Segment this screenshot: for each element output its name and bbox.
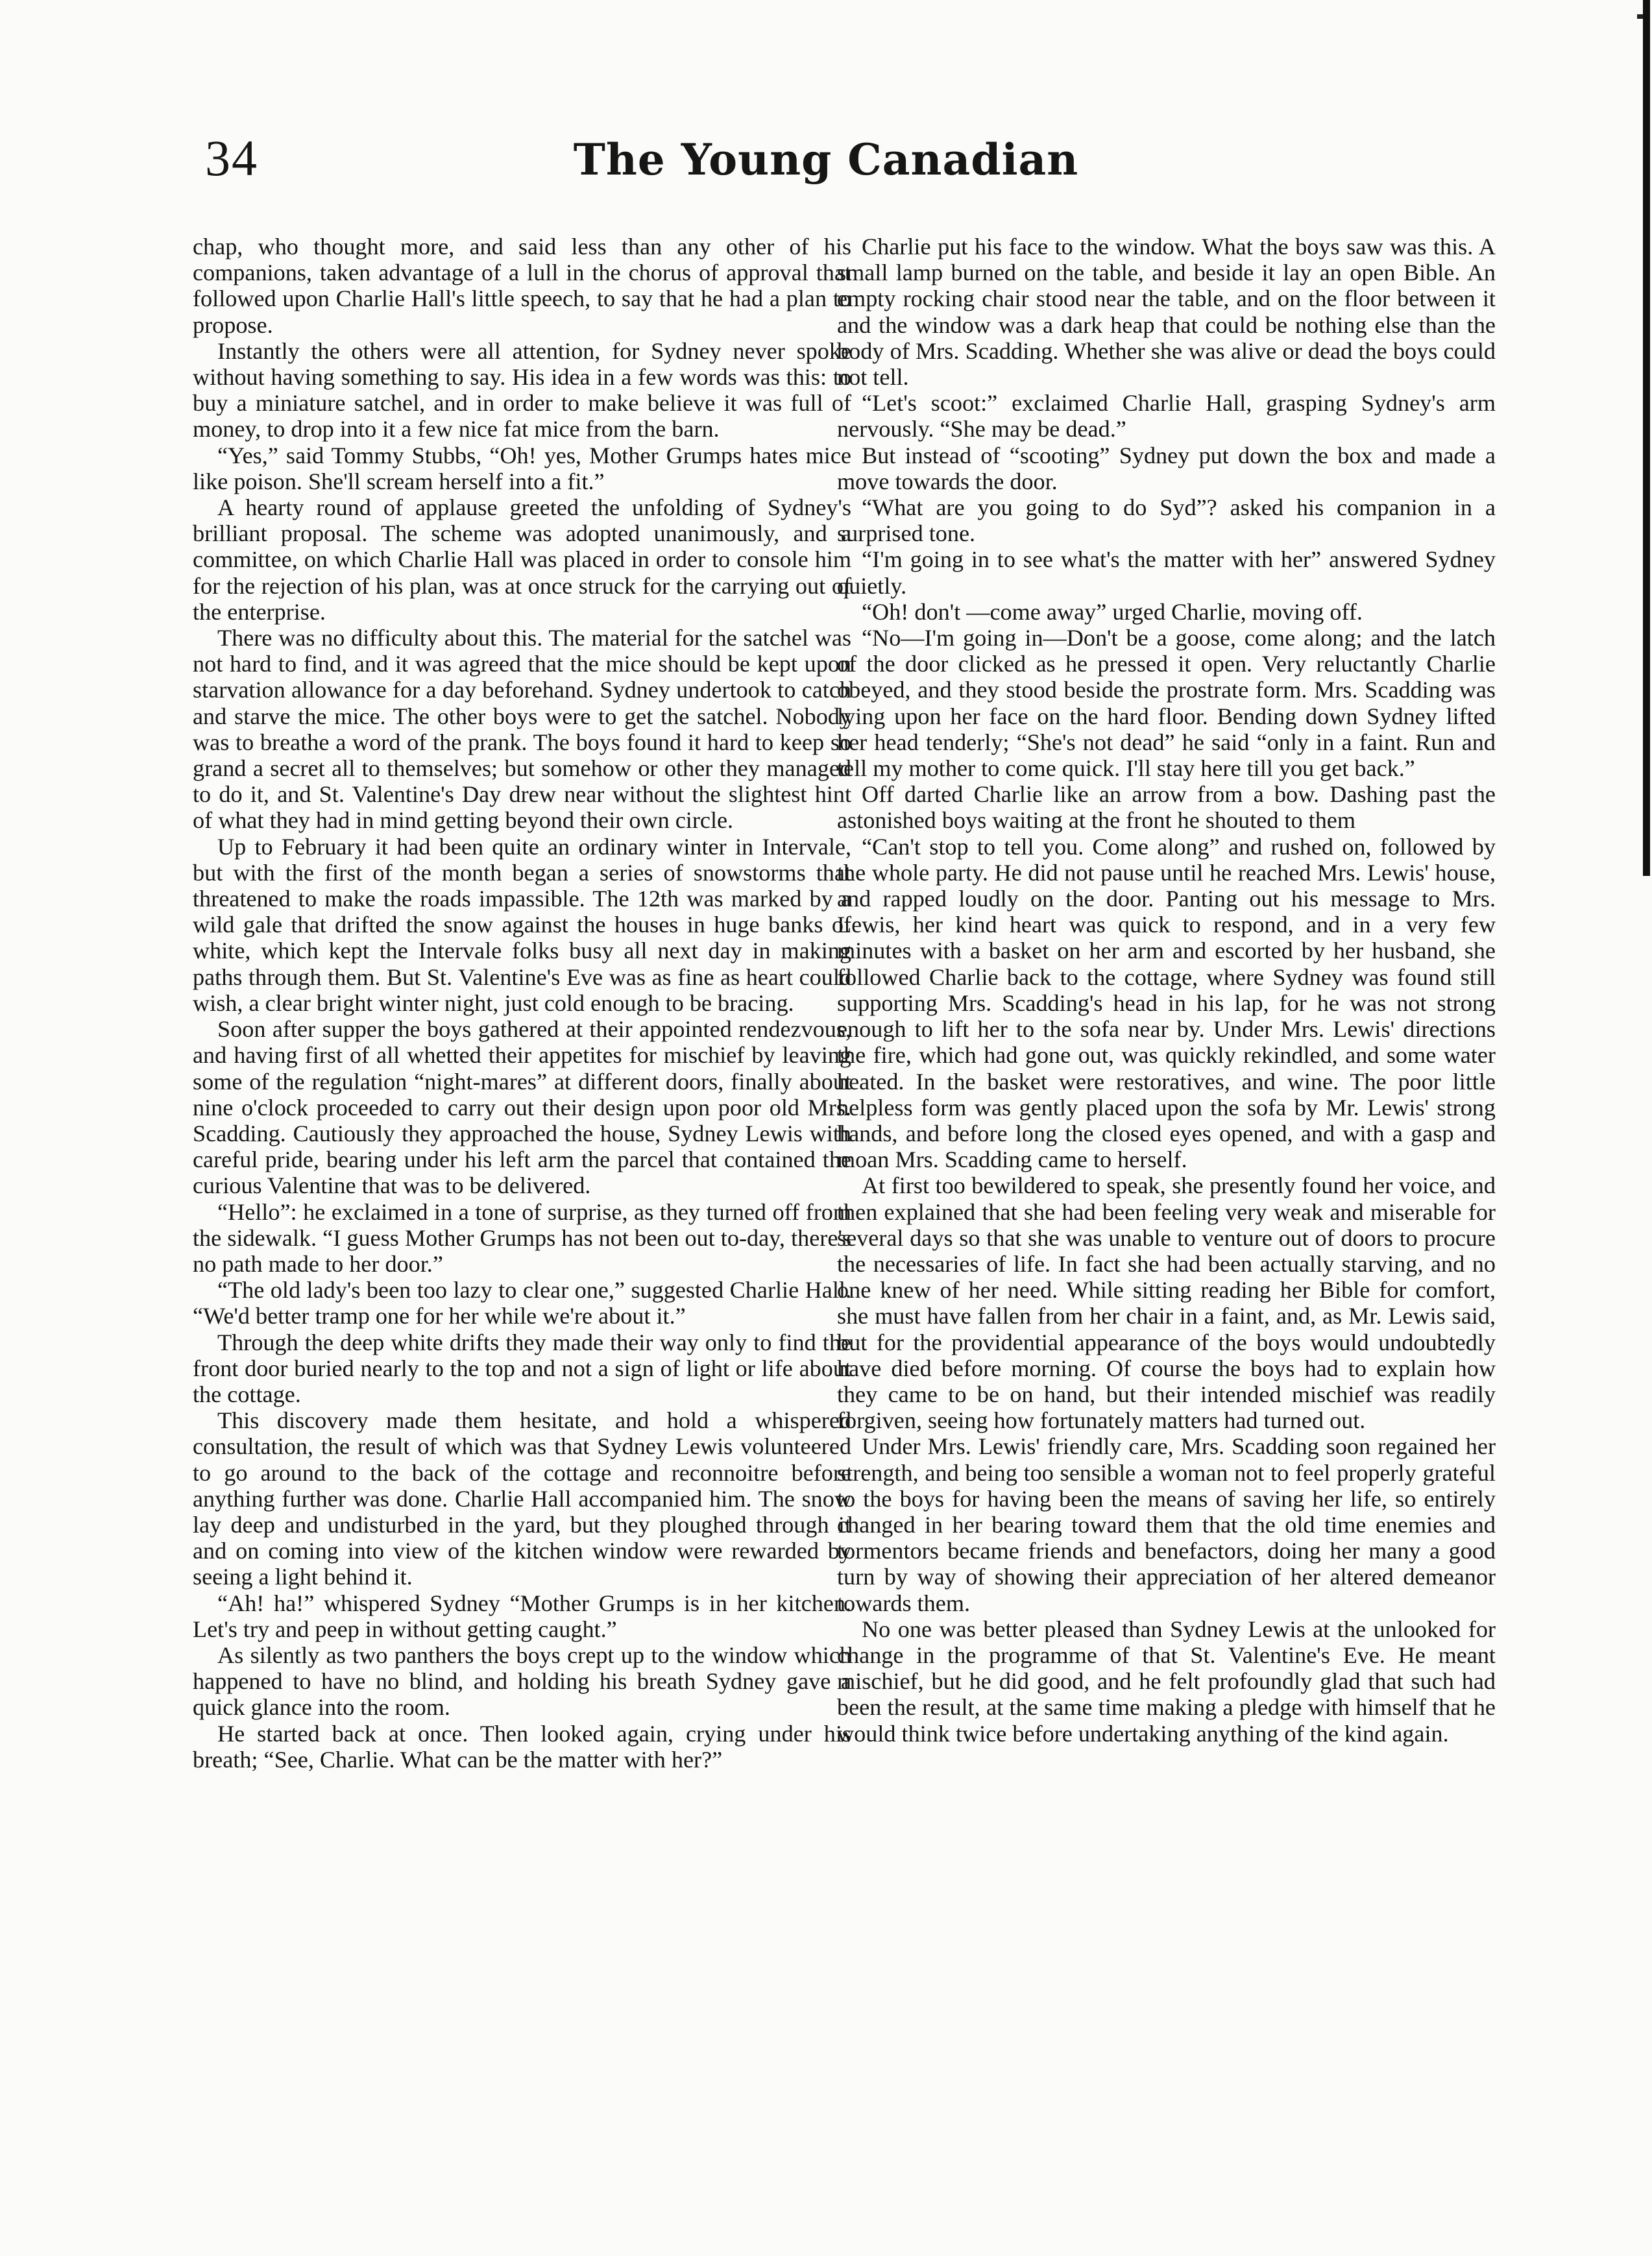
paragraph: “Hello”: he exclaimed in a tone of surprise, as they turned off from the sidewalk. “I guess Mother Grumps has not been out to-day, there's no path made to her door.” [193,1198,851,1277]
page-number: 34 [205,130,258,186]
paragraph: This discovery made them hesitate, and hold a whispered consultation, the result of which was that Sydney Lewis volunteered to go around to the back of the cottage and reconnoitre before anything further was done. Charlie Hall accompanied him. The snow lay deep and undisturbed in the yard, but they ploughed through it and on coming into view of the kitchen window were rewarded by seeing a light behind it. [193,1407,851,1590]
text-column-right [837,234,1496,1747]
paragraph: But instead of “scooting” Sydney put down the box and made a move towards the door. [837,442,1496,494]
paragraph: “Oh! don't —come away” urged Charlie, moving off. [862,598,1363,625]
paragraph: “I'm going in to see what's the matter with her” answered Sydney quietly. [837,546,1496,599]
paragraph: “The old lady's been too lazy to clear one,” suggested Charlie Hall. “We'd better tramp one for her while we're about it.” [193,1277,851,1329]
paragraph: “What are you going to do Syd”? asked his companion in a surprised tone. [837,494,1496,547]
paragraph: “Let's scoot:” exclaimed Charlie Hall, grasping Sydney's arm nervously. “She may be dead.” [837,390,1496,443]
paragraph: “Can't stop to tell you. Come along” and rushed on, followed by the whole party. He did not pause until he reached Mrs. Lewis' house, and rapped loudly on the door. Panting out his message to Mrs. Lewis, her kind heart was quick to respond, and in a very few minutes with a basket on her arm and escorted by her husband, she followed Charlie back to the cottage, where Sydney was found still supporting Mrs. Scadding's head in his lap, for he was not strong enough to lift her to the sofa near by. Under Mrs. Lewis' directions the fire, which had gone out, was quickly rekindled, and some water heated. In the basket were restoratives, and wine. The poor little helpless form was gently placed upon the sofa by Mr. Lewis' strong hands, and before long the closed eyes opened, and with a gasp and moan Mrs. Scadding came to herself. [837,833,1496,1173]
paragraph: No one was better pleased than Sydney Lewis at the unlooked for change in the programme of that St. Valentine's Eve. He meant mischief, but he did good, and he felt profoundly glad that such had been the result, at the same time making a pledge with himself that he would think twice before undertaking anything of the kind again. [837,1616,1496,1747]
paragraph: Instantly the others were all attention, for Sydney never spoke without having something to say. His idea in a few words was this: to buy a miniature satchel, and in order to make believe it was full of money, to drop into it a few nice fat mice from the barn. [193,337,851,443]
paragraph: chap, who thought more, and said less than any other of his companions, taken advantage of a lull in the chorus of approval that followed upon Charlie Hall's little speech, to say that he had a plan to propose. [193,234,851,338]
paragraph: Under Mrs. Lewis' friendly care, Mrs. Scadding soon regained her strength, and being too sensible a woman not to feel properly grateful to the boys for having been the means of saving her life, so entirely changed in her bearing toward them that the old time enemies and tormentors became friends and benefactors, doing her many a good turn by way of showing their appreciation of her altered demeanor towards them. [837,1433,1496,1616]
page-edge-rule [1643,0,1650,876]
paragraph: “No—I'm going in—Don't be a goose, come along; and the latch of the door clicked as he pressed it open. Very reluctantly Charlie obeyed, and they stood beside the prostrate form. Mrs. Scadding was lying upon her face on the hard floor. Bending down Sydney lifted her head tenderly; “She's not dead” he said “only in a faint. Run and tell my mother to come quick. I'll stay here till you get back.” [837,625,1496,782]
publication-title: The Young Canadian [573,134,1079,185]
paragraph: As silently as two panthers the boys crept up to the window which happened to have no blind, and holding his breath Sydney gave a quick glance into the room. [193,1642,851,1721]
paragraph: Soon after supper the boys gathered at their appointed rendezvous, and having first of all whetted their appetites for mischief by leaving some of the regulation “night-mares” at different doors, finally about nine o'clock proceeded to carry out their design upon poor old Mrs. Scadding. Cautiously they approached the house, Sydney Lewis with careful pride, bearing under his left arm the parcel that contained the curious Valentine that was to be delivered. [193,1016,851,1199]
paragraph: “Ah! ha!” whispered Sydney “Mother Grumps is in her kitchen. Let's try and peep in without getting caught.” [193,1590,851,1642]
paragraph: “Yes,” said Tommy Stubbs, “Oh! yes, Mother Grumps hates mice like poison. She'll scream herself into a fit.” [193,442,851,494]
paragraph: At first too bewildered to speak, she presently found her voice, and then explained that she had been feeling very weak and miserable for several days so that she was unable to venture out of doors to procure the necessaries of life. In fact she had been actually starving, and no one knew of her need. While sitting reading her Bible for comfort, she must have fallen from her chair in a faint, and, as Mr. Lewis said, but for the providential appearance of the boys would undoubtedly have died before morning. Of course the boys had to explain how they came to be on hand, but their intended mischief was readily forgiven, seeing how fortunately matters had turned out. [837,1172,1496,1434]
paragraph: A hearty round of applause greeted the unfolding of Sydney's brilliant proposal. The scheme was adopted unanimously, and a committee, on which Charlie Hall was placed in order to console him for the rejection of his plan, was at once struck for the carrying out of the enterprise. [193,494,851,625]
text-column-left [193,234,851,1773]
paragraph: Off darted Charlie like an arrow from a bow. Dashing past the astonished boys waiting at the front he shouted to them [837,781,1496,834]
paragraph: Charlie put his face to the window. What the boys saw was this. A small lamp burned on the table, and beside it lay an open Bible. An empty rocking chair stood near the table, and on the floor between it and the window was a dark heap that could be nothing else than the body of Mrs. Scadding. Whether she was alive or dead the boys could not tell. [837,234,1496,391]
paragraph: There was no difficulty about this. The material for the satchel was not hard to find, and it was agreed that the mice should be kept upon starvation allowance for a day beforehand. Sydney undertook to catch and starve the mice. The other boys were to get the satchel. Nobody was to breathe a word of the prank. The boys found it hard to keep so grand a secret all to themselves; but somehow or other they managed to do it, and St. Valentine's Day drew near without the slightest hint of what they had in mind getting beyond their own circle. [193,625,851,834]
paragraph: He started back at once. Then looked again, crying under his breath; “See, Charlie. What can be the matter with her?” [193,1720,851,1773]
paragraph: Through the deep white drifts they made their way only to find the front door buried nearly to the top and not a sign of light or life about the cottage. [193,1329,851,1407]
paragraph: Up to February it had been quite an ordinary winter in Intervale, but with the first of the month began a series of snowstorms that threatened to make the roads impassible. The 12th was marked by a wild gale that drifted the snow against the houses in huge banks of white, which kept the Intervale folks busy all next day in making paths through them. But St. Valentine's Eve was as fine as heart could wish, a clear bright winter night, just cold enough to be bracing. [193,833,851,1016]
